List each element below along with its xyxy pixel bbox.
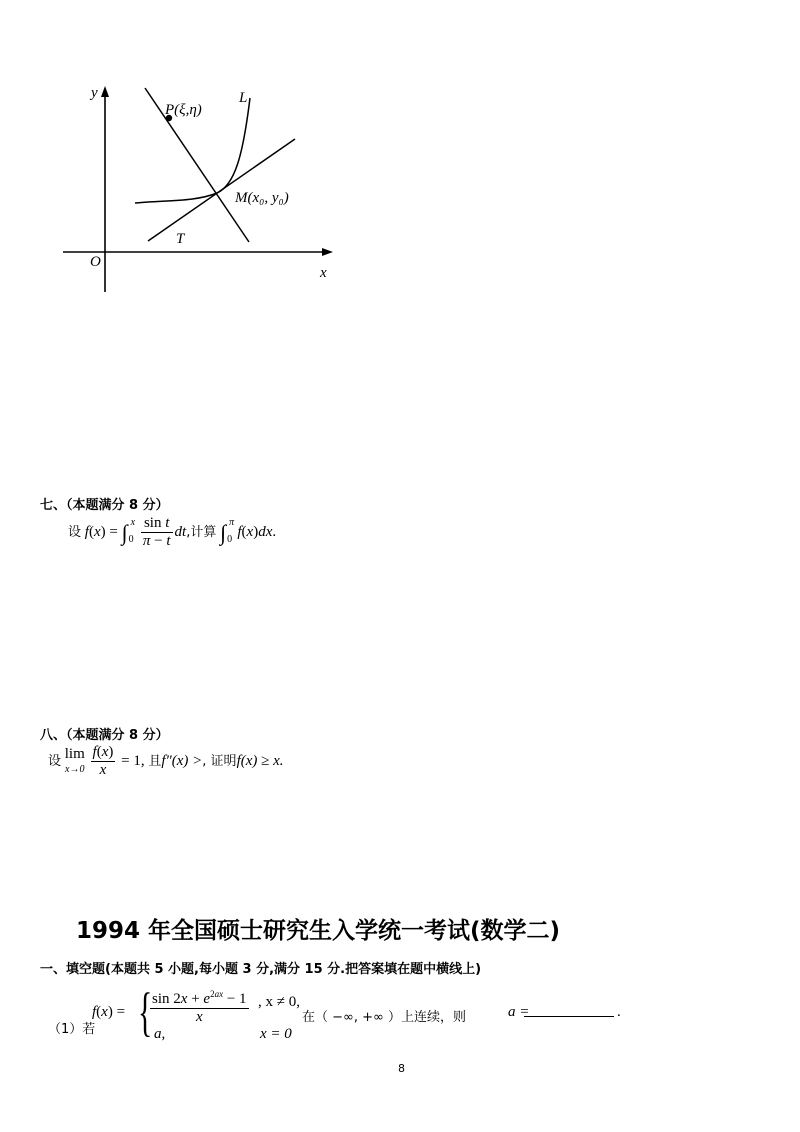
q8-fraction: $\frac{f(x)}{x}$	[92, 744, 114, 778]
q7-end: .	[272, 523, 277, 540]
q1-case2-val: a,	[154, 1026, 166, 1042]
q8-prefix: 设	[48, 753, 62, 769]
integral-sign-2: ∫ π 0	[220, 516, 235, 545]
q1-var-a: a =	[508, 1004, 530, 1020]
answer-blank[interactable]	[524, 1016, 614, 1017]
label-origin: O	[90, 254, 101, 270]
label-p: P(ξ,η)	[165, 102, 202, 118]
q1-num: （1）若	[48, 1022, 96, 1037]
q1-in: 在（ −∞, +∞ ）上连续，则	[302, 1010, 466, 1025]
left-brace: {	[138, 982, 153, 1042]
q1-end: .	[617, 1004, 621, 1020]
q1-case2-cond: x = 0	[260, 1026, 292, 1042]
q8-formula	[48, 744, 284, 779]
label-t: T	[176, 231, 185, 247]
q8-and: 且	[148, 753, 162, 769]
q1-formula	[40, 984, 630, 1050]
q8-prove: , 证明	[202, 753, 237, 769]
q1-case1-fraction: $\frac{\sin 2x + e^{2ax} - 1}{x}$	[148, 986, 251, 1026]
q7-fraction: $\frac{\text{sin t}}{\pi - t}$	[142, 515, 171, 549]
page-number: 8	[398, 1062, 405, 1075]
exam-title: 1994 年全国硕士研究生入学统一考试(数学二)	[76, 918, 561, 944]
label-m: M(x₀, y₀)	[235, 190, 289, 206]
q8-result: f(x) ≥ x.	[236, 752, 284, 769]
integral-sign: ∫ x 0	[121, 516, 136, 545]
q7-compute: ,计算	[186, 524, 217, 540]
q8-eq: = 1,	[121, 752, 149, 769]
label-l: L	[239, 90, 248, 106]
x-axis-arrow	[322, 248, 333, 256]
q7-formula: 设 f(x) = ∫ x 0 $\frac{\text{sin t}}{\pi - t}$ dt,计算 ∫ π 0 f(x)dx.	[68, 515, 277, 549]
q1-fx: f(x) =	[92, 1004, 126, 1020]
q8-heading: 八、（本题满分 8 分）	[40, 728, 169, 743]
y-axis-arrow	[101, 86, 109, 97]
q8-cond: f″(x) >	[161, 752, 203, 769]
limit: lim x→0	[64, 745, 85, 775]
section1-heading: 一、填空题(本题共 5 小题,每小题 3 分,满分 15 分.把答案填在题中横线上)	[40, 962, 482, 977]
q1-case1-cond: , x ≠ 0,	[258, 994, 300, 1010]
q7-heading: 七、（本题满分 8 分）	[40, 498, 169, 513]
q7-prefix: 设	[68, 524, 82, 540]
label-x: x	[320, 265, 327, 281]
label-y: y	[91, 85, 98, 101]
geometry-figure	[55, 80, 355, 295]
